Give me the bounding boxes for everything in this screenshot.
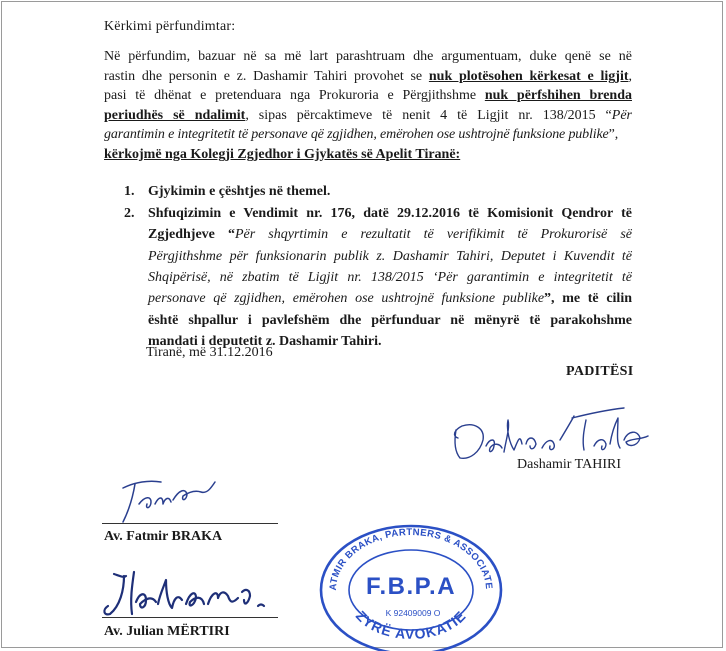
demand-line: Shqipërisë, në zbatim të Ligjit nr. 138/2015 ‘Për garantimin e integritetit të — [148, 270, 632, 286]
emphasis-text: periudhës së ndalimit — [104, 107, 246, 123]
demand-line: mandati i deputetit z. Dashamir Tahiri. — [148, 334, 382, 350]
stamp-registration: K 92409009 O — [385, 608, 441, 618]
date-line: Tiranë, më 31.12.2016 — [146, 345, 273, 360]
paragraph-text: ”, — [608, 127, 619, 143]
lawyer2-signature-line — [102, 617, 278, 618]
stamp-bottom-text: ZYRË AVOKATIE — [352, 607, 470, 642]
paragraph-line — [104, 67, 632, 87]
paragraph-text: pasi të dhënat e pretenduara nga Prokuroria e Përgjithshme — [104, 88, 485, 104]
decision-title-text: personave që zgjidhen, emërohen ose ushtrojnë funksione publike — [148, 291, 545, 307]
paragraph-line: Në përfundim, bazuar në sa më lart parashtruam dhe argumentuam, duke qenë se në — [104, 49, 632, 64]
paragraph-line — [104, 125, 632, 145]
decision-title-text: Për shqyrtimin e rezultatit të verifikimit të Prokurorisë së — [234, 227, 632, 243]
law-firm-stamp — [312, 512, 506, 650]
law-title-text: Për — [611, 107, 632, 123]
paragraph-text: rastin dhe personin e z. Dashamir Tahiri provohet se — [104, 68, 429, 84]
demand-number: 1. — [124, 184, 135, 199]
paragraph-line — [104, 86, 632, 106]
emphasis-text: nuk përfshihen brenda — [484, 88, 632, 104]
emphasis-text: nuk plotësohen kërkesat e ligjit — [428, 68, 629, 84]
demand-line: Shfuqizimin e Vendimit nr. 176, datë 29.12.2016 të Komisionit Qendror të — [148, 205, 632, 221]
demand-text: ”, me të cilin — [544, 291, 632, 307]
stamp-initials: F.B.P.A — [365, 573, 457, 600]
law-title-text: garantimin e integritetit të personave që zgjidhen, emërohen ose ushtrojnë funksione publike — [104, 127, 609, 143]
plaintiff-name: Dashamir TAHIRI — [517, 457, 621, 472]
demand-text: Zgjedhjeve “ — [148, 227, 235, 243]
demand-number: 2. — [124, 205, 135, 221]
demand-line — [148, 288, 632, 309]
demand-text: Gjykimin e çështjes në themel. — [148, 184, 331, 199]
paragraph-text: , sipas përcaktimeve të nenit 4 të Ligjit nr. 138/2015 “ — [245, 107, 612, 123]
stamp-arc-text: FATMIR BRAKA, PARTNERS & ASSOCIATES — [312, 512, 495, 591]
demand-line: Përgjithshme për funksionarin publik z. Dashamir Tahiri, Deputet i Kuvendit të — [148, 248, 632, 264]
request-text: kërkojmë nga Kolegji Zgjedhor i Gjykatës së Apelit Tiranë: — [104, 146, 461, 162]
paragraph-text: , — [628, 68, 632, 84]
demand-line: është shpallur i pavlefshëm dhe përfunduar në mënyrë të parakohshme — [148, 312, 632, 328]
demand-item — [104, 181, 632, 203]
paragraph-line — [104, 106, 632, 126]
demand-line — [148, 224, 632, 245]
lawyer1-signature — [115, 470, 225, 530]
lawyer1-name: Av. Fatmir BRAKA — [104, 529, 223, 544]
lawyer2-name: Av. Julian MËRTIRI — [104, 624, 230, 639]
conclusion-paragraph — [104, 47, 632, 165]
section-heading: Kërkimi përfundimtar: — [104, 19, 236, 34]
demand-item — [104, 203, 632, 353]
plaintiff-label: PADITËSI — [566, 364, 634, 379]
paragraph-line — [104, 145, 632, 165]
lawyer2-signature — [98, 562, 278, 622]
lawyer1-signature-line — [102, 523, 278, 524]
demands-list — [104, 181, 632, 353]
